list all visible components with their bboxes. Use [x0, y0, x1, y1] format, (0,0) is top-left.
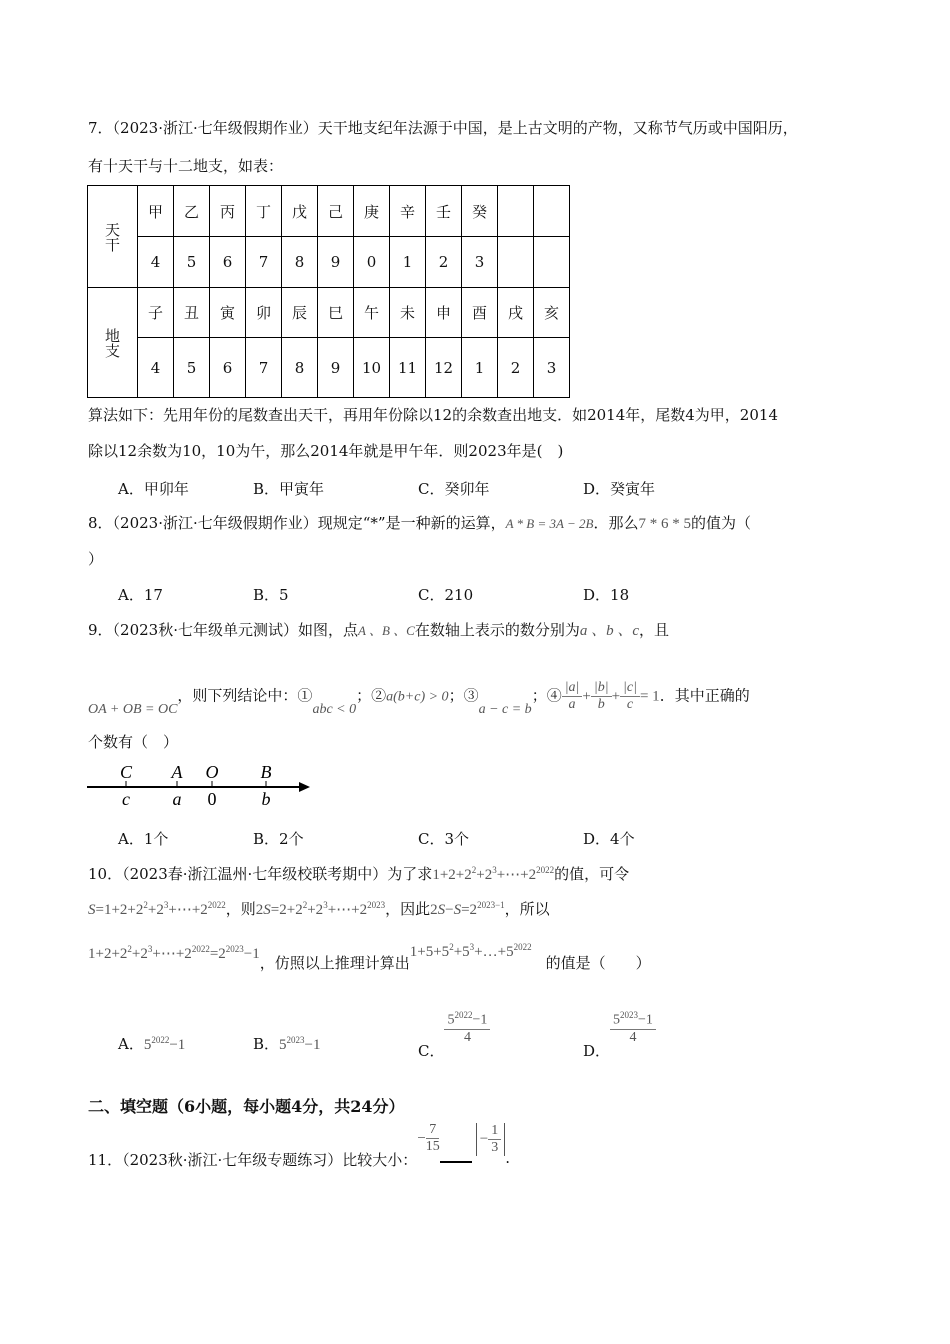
dizhi-label: 地支: [88, 288, 138, 398]
q9-text: ；③: [448, 686, 479, 705]
q9-text: ；②: [356, 686, 387, 705]
table-cell: 6: [210, 338, 246, 398]
q10-text: 的值是（ ）: [545, 954, 651, 972]
q9-vals: a 、b 、c: [579, 623, 640, 639]
q7-line3: 算法如下：先用年份的尾数查出天干，再用年份除以12的余数查出地支．如2014年，尾数4为甲，2014: [88, 406, 778, 424]
q9-option-c: C．3个: [418, 830, 470, 848]
option-letter: D．: [583, 1041, 611, 1060]
q9-c2: a(b+c) > 0: [386, 689, 449, 705]
axis-value-b: b: [261, 789, 271, 809]
q8-option-a: A．17: [118, 586, 163, 604]
table-cell: 辛: [390, 186, 426, 237]
q9-text: ；④: [531, 686, 562, 705]
axis-value-a: a: [172, 789, 182, 809]
table-cell: 9: [318, 237, 354, 288]
table-cell: 亥: [534, 288, 570, 338]
q10-line2: [88, 898, 550, 919]
q8-text: ．那么: [593, 514, 639, 532]
table-cell: 12: [426, 338, 462, 398]
axis-label-O: O: [205, 762, 219, 782]
q7-option-c: C．癸卯年: [418, 480, 490, 498]
table-cell: [498, 237, 534, 288]
q7-option-d: D．癸寅年: [583, 480, 656, 498]
q8-text: 8．（2023·浙江·七年级假期作业）现规定“*”是一种新的运算，: [88, 514, 506, 532]
table-cell: 乙: [174, 186, 210, 237]
q10-option-b: B．$5^{2023}-1$: [253, 1035, 321, 1053]
option-letter: C．: [418, 1041, 445, 1060]
table-cell: 午: [354, 288, 390, 338]
q9-line2: OA + OB = OC，则下列结论中：①abc < 0；②a(b+c) > 0；③a − c = b；④ $\frac{|a|}{a}$ + $\frac{|b|}{b}$ + $\frac{|c|}{c}$ = 1．其中正确的: [88, 680, 750, 717]
table-cell: 申: [426, 288, 462, 338]
q10-option-a: A．$5^{2022}-1$: [118, 1035, 186, 1053]
table-cell: 甲: [138, 186, 174, 237]
table-cell: 4: [138, 237, 174, 288]
q9-c3: a − c = b: [478, 701, 532, 717]
table-cell: 8: [282, 237, 318, 288]
q8-option-b: B．5: [253, 586, 289, 604]
q10-text: ，因此: [385, 900, 431, 918]
result-expr: $1+2+2^2+2^3+\cdots+2^{2022}=2^{2023}-1$: [88, 944, 260, 962]
axis-value-0: 0: [207, 789, 217, 809]
table-cell: 11: [390, 338, 426, 398]
number-line: [85, 760, 315, 810]
q8-line1: [88, 512, 751, 533]
q9-text: ，则下列结论中：①: [177, 686, 313, 705]
q9-points: A 、B 、C: [358, 623, 415, 638]
table-cell: 9: [318, 338, 354, 398]
table-cell: [534, 237, 570, 288]
frac-a: $\frac{|a|}{a}$: [562, 680, 583, 713]
section-2-title: 二、填空题（6小题，每小题4分，共24分）: [88, 1097, 405, 1116]
q7-line2: 有十天干与十二地支，如表：: [88, 157, 284, 175]
table-cell: 寅: [210, 288, 246, 338]
table-cell: 壬: [426, 186, 462, 237]
s-def: $S=1+2+2^2+2^3+\cdots+2^{2022}$: [88, 900, 226, 918]
table-cell: 5: [174, 338, 210, 398]
table-cell: 辰: [282, 288, 318, 338]
q8-option-d: D．18: [583, 586, 630, 604]
q10-text: ，则: [225, 900, 256, 918]
answer-blank[interactable]: [440, 1161, 472, 1163]
q10-text: 的值，可令: [554, 865, 630, 883]
q9-text: 9．（2023秋·七年级单元测试）如图，点: [88, 621, 358, 639]
q10-text: 10．（2023春·浙江温州·七年级校联考期中）为了求: [88, 865, 433, 883]
table-cell: [498, 186, 534, 237]
q9-text: ．其中正确的: [659, 686, 750, 705]
axis-value-c: c: [122, 789, 130, 809]
q10-line1: [88, 863, 629, 884]
axis-label-A: A: [171, 762, 183, 782]
table-cell: 1: [390, 237, 426, 288]
q9-text: 在数轴上表示的数分别为: [414, 621, 580, 639]
axis-label-B: B: [260, 762, 272, 782]
q9-c4-eq: = 1: [639, 688, 660, 705]
q11-end: .: [505, 1148, 511, 1167]
q10-line3: [88, 942, 651, 973]
table-cell: 6: [210, 237, 246, 288]
frac-b: $\frac{|b|}{b}$: [591, 680, 612, 713]
q10-option-d: D． $\frac{5^{2023}-1}{4}$: [583, 1010, 656, 1046]
table-cell: 8: [282, 338, 318, 398]
table-cell: 3: [462, 237, 498, 288]
option-letter: B．: [253, 1035, 280, 1053]
table-cell: 子: [138, 288, 174, 338]
q7-option-a: A．甲卯年: [118, 480, 189, 498]
q9-option-a: A．1个: [118, 830, 169, 848]
table-cell: 戊: [282, 186, 318, 237]
table-cell: 10: [354, 338, 390, 398]
option-letter: A．: [118, 1035, 144, 1053]
table-cell: 1: [462, 338, 498, 398]
tiangan-label: 天干: [88, 186, 138, 288]
q9-condition: OA + OB = OC: [88, 701, 178, 717]
table-cell: 丁: [246, 186, 282, 237]
sum-expr: $1+2+2^2+2^3+\cdots+2^{2022}$: [432, 865, 555, 883]
table-cell: 癸: [462, 186, 498, 237]
q8-line2: ）: [88, 550, 104, 568]
table-cell: 己: [318, 186, 354, 237]
q9-option-b: B．2个: [253, 830, 304, 848]
table-cell: [534, 186, 570, 237]
table-cell: 巳: [318, 288, 354, 338]
q7-option-b: B．甲寅年: [253, 480, 325, 498]
q8-text: 的值为（: [690, 514, 751, 532]
table-cell: 5: [174, 237, 210, 288]
table-cell: 丙: [210, 186, 246, 237]
table-cell: 7: [246, 338, 282, 398]
q10-text: ，所以: [504, 900, 550, 918]
table-cell: 4: [138, 338, 174, 398]
2s-def: $2S=2+2^2+2^3+\cdots+2^{2023}$: [255, 900, 386, 918]
axis-label-C: C: [119, 762, 133, 782]
table-cell: 未: [390, 288, 426, 338]
q9-option-d: D．4个: [583, 830, 635, 848]
ganzhi-table: [87, 185, 570, 398]
q9-line3: 个数有（ ）: [88, 733, 179, 751]
five-sum: $1+5+5^2+5^3+\dots+5^{2022}$: [409, 942, 532, 960]
table-cell: 2: [426, 237, 462, 288]
table-cell: 酉: [462, 288, 498, 338]
table-cell: 2: [498, 338, 534, 398]
diff-expr: $2S-S=2^{2023-1}$: [430, 900, 505, 918]
q7-line4: 除以12余数为10，10为午，那么2014年就是甲午年．则2023年是( ): [88, 442, 564, 460]
q8-option-c: C．210: [418, 586, 474, 604]
table-cell: 7: [246, 237, 282, 288]
q7-line1: 7．（2023·浙江·七年级假期作业）天干地支纪年法源于中国，是上古文明的产物，又称节气历或中国阳历，: [88, 119, 798, 137]
table-cell: 0: [354, 237, 390, 288]
table-cell: 丑: [174, 288, 210, 338]
q8-formula: A * B = 3A − 2B: [505, 516, 594, 531]
q11-line: 11．（2023秋·浙江·七年级专题练习）比较大小：− $\frac{7}{15}$ − $\frac{1}{3}$ .: [88, 1122, 511, 1169]
frac-c: $\frac{|c|}{c}$: [620, 680, 640, 713]
q10-option-c: C． $\frac{5^{2022}-1}{4}$: [418, 1010, 490, 1046]
table-cell: 庚: [354, 186, 390, 237]
q8-expr: 7 * 6 * 5: [638, 516, 691, 532]
table-cell: 戌: [498, 288, 534, 338]
q9-line1: [88, 619, 669, 640]
q11-text: 11．（2023秋·浙江·七年级专题练习）比较大小：: [88, 1150, 418, 1169]
table-cell: 卯: [246, 288, 282, 338]
q9-text: ，且: [639, 621, 670, 639]
q10-text: ，仿照以上推理计算出: [259, 954, 410, 972]
table-cell: 3: [534, 338, 570, 398]
q9-c1: abc < 0: [312, 701, 357, 717]
